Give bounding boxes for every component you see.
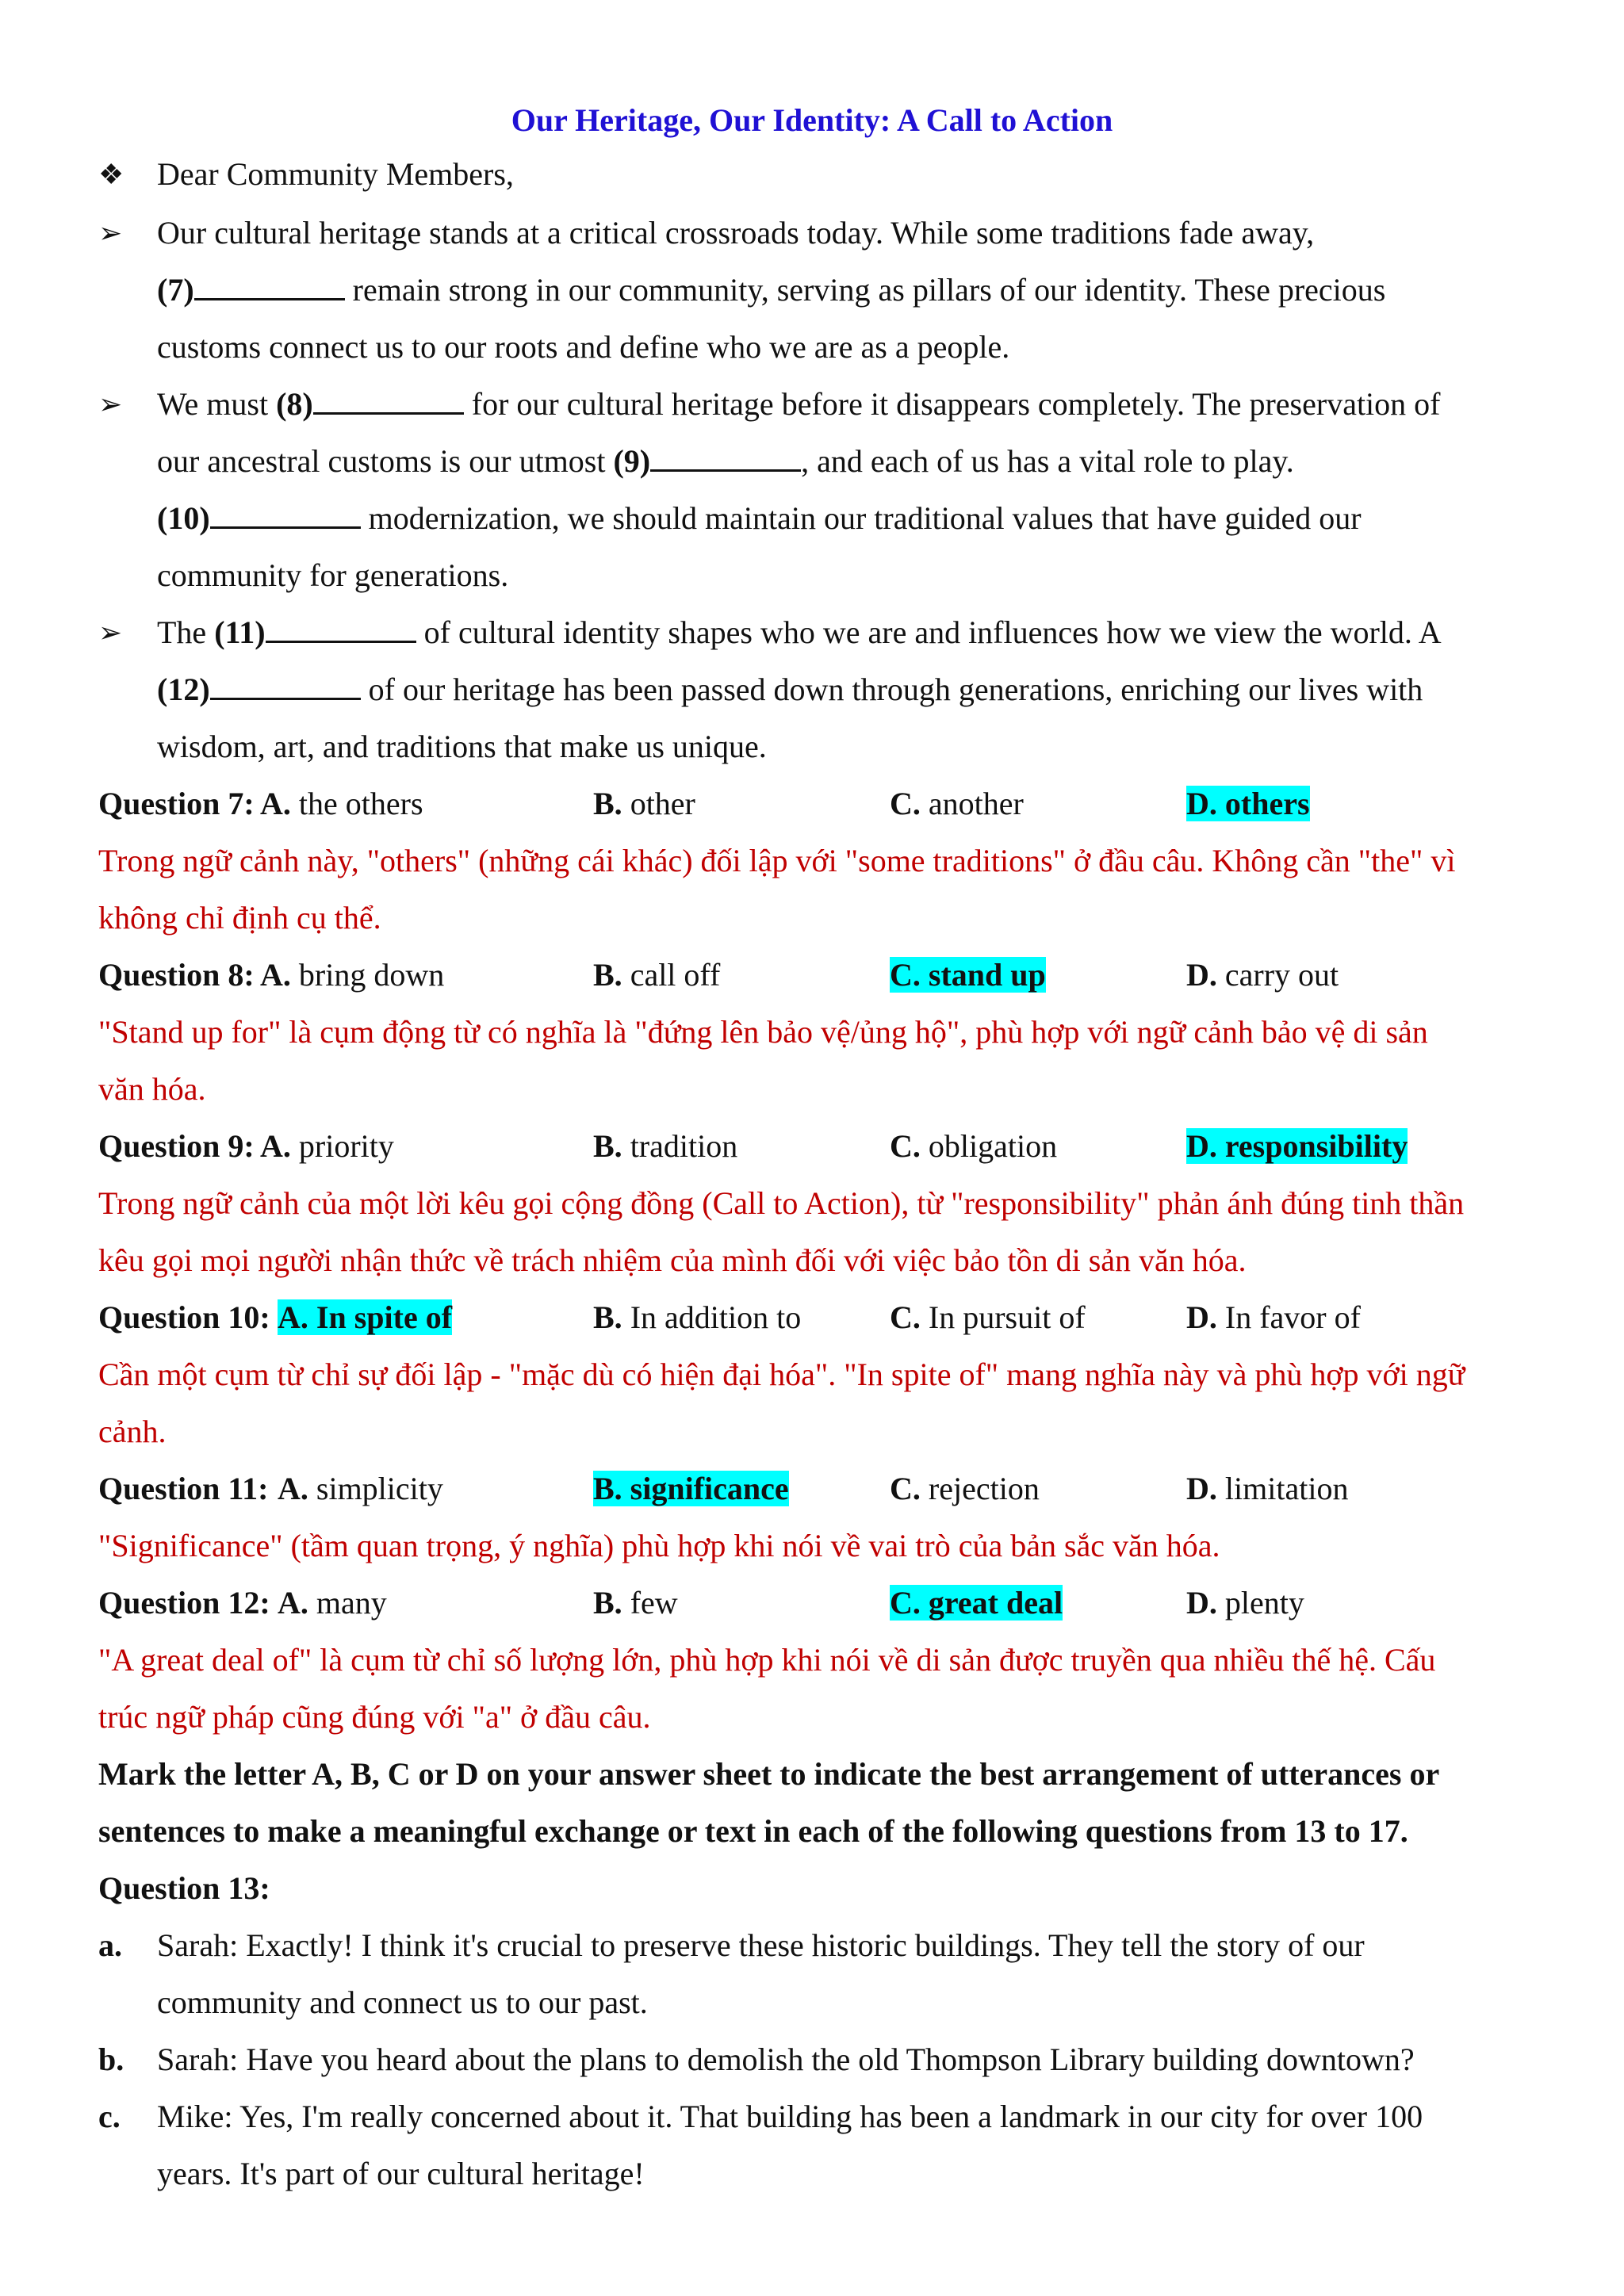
option-c-correct[interactable] xyxy=(890,1578,1063,1628)
explanation-line: không chỉ định cụ thể. xyxy=(98,900,381,936)
text-segment: modernization, we should maintain our traditional values that have guided our xyxy=(360,500,1362,536)
item-letter: c. xyxy=(98,2099,121,2134)
option-letter: B. xyxy=(593,957,622,993)
option-text: rejection xyxy=(920,1471,1040,1506)
option-text: priority xyxy=(290,1128,394,1164)
p2-line1 xyxy=(157,379,1441,430)
option-letter: D. xyxy=(1186,1299,1217,1335)
question-label: Question 10: xyxy=(98,1299,270,1335)
option-letter: A. xyxy=(278,1471,308,1506)
option-letter: B. xyxy=(593,786,622,821)
option-text: In favor of xyxy=(1216,1299,1361,1335)
explanation-line: văn hóa. xyxy=(98,1071,206,1107)
option-letter: A. xyxy=(278,1585,308,1621)
option-text: other xyxy=(622,786,695,821)
text-segment: We must xyxy=(157,386,277,422)
arrow-bullet-icon: ➢ xyxy=(98,617,123,649)
p1-line1: Our cultural heritage stands at a critical crossroads today. While some traditions fade away, xyxy=(157,215,1315,251)
option-text: another xyxy=(920,786,1024,821)
option-letter: C. xyxy=(890,786,921,821)
text-segment: of cultural identity shapes who we are and influences how we view the world. A xyxy=(416,614,1442,650)
p2-line4: community for generations. xyxy=(157,557,509,593)
option-letter: C. xyxy=(890,1471,921,1506)
item-letter: b. xyxy=(98,2042,124,2077)
option-letter: C. xyxy=(890,1299,921,1335)
text-segment: for our cultural heritage before it disappears completely. The preservation of xyxy=(463,386,1441,422)
correct-answer-highlight: C. great deal xyxy=(890,1585,1063,1621)
option-b[interactable] xyxy=(593,1121,737,1172)
dialogue-line: Mike: Yes, I'm really concerned about it. That building has been a landmark in our city for over 100 xyxy=(157,2099,1423,2134)
option-d-correct[interactable] xyxy=(1186,1121,1408,1172)
dialogue-line: Sarah: Have you heard about the plans to demolish the old Thompson Library building downtown? xyxy=(157,2042,1415,2077)
instruction-line: sentences to make a meaningful exchange or text in each of the following questions from 13 to 17. xyxy=(98,1813,1408,1849)
page-title: Our Heritage, Our Identity: A Call to Action xyxy=(511,102,1113,138)
p2-line3 xyxy=(157,493,1362,544)
text-segment: of our heritage has been passed down through generations, enriching our lives with xyxy=(360,672,1423,707)
option-d[interactable] xyxy=(1186,1464,1348,1514)
option-a[interactable] xyxy=(278,1578,387,1628)
option-a[interactable] xyxy=(260,950,444,1001)
option-b[interactable] xyxy=(593,1292,801,1343)
answer-blank xyxy=(650,444,801,472)
correct-answer-highlight: C. stand up xyxy=(890,957,1046,993)
p3-line3: wisdom, art, and traditions that make us unique. xyxy=(157,729,767,764)
answer-blank xyxy=(194,273,345,300)
option-text: the others xyxy=(290,786,423,821)
option-text: many xyxy=(308,1585,387,1621)
option-text: tradition xyxy=(622,1128,738,1164)
option-c-correct[interactable] xyxy=(890,950,1046,1001)
option-c[interactable] xyxy=(890,779,1024,829)
question-label: Question 8: xyxy=(98,957,255,993)
option-letter: B. xyxy=(593,1585,622,1621)
option-b-correct[interactable] xyxy=(593,1464,789,1514)
greeting: Dear Community Members, xyxy=(157,156,514,192)
option-letter: D. xyxy=(1186,1471,1217,1506)
arrow-bullet-icon: ➢ xyxy=(98,388,123,420)
option-letter: A. xyxy=(260,1128,291,1164)
p3-line2 xyxy=(157,664,1423,715)
explanation-line: "Stand up for" là cụm động từ có nghĩa là "đứng lên bảo vệ/ủng hộ", phù hợp với ngữ cảnh bảo vệ di sản xyxy=(98,1014,1428,1050)
p2-line2 xyxy=(157,436,1294,487)
blank-number: (8) xyxy=(276,386,313,422)
option-a-correct[interactable] xyxy=(278,1292,452,1343)
option-c[interactable] xyxy=(890,1121,1057,1172)
explanation-line: Trong ngữ cảnh của một lời kêu gọi cộng đồng (Call to Action), từ "responsibility" phản ánh đúng tinh thần xyxy=(98,1185,1465,1221)
option-c[interactable] xyxy=(890,1292,1086,1343)
explanation-line: "A great deal of" là cụm từ chỉ số lượng lớn, phù hợp khi nói về di sản được truyền qua nhiều thế hệ. Cấu xyxy=(98,1642,1436,1678)
option-text: few xyxy=(622,1585,678,1621)
answer-blank xyxy=(210,501,361,529)
correct-answer-highlight: D. responsibility xyxy=(1186,1128,1408,1164)
explanation-line: cảnh. xyxy=(98,1414,167,1449)
correct-answer-highlight: A. In spite of xyxy=(278,1299,453,1335)
question-label: Question 12: xyxy=(98,1585,270,1621)
explanation-line: Trong ngữ cảnh này, "others" (những cái khác) đối lập với "some traditions" ở đầu câu. Không cần "the" vì xyxy=(98,843,1456,878)
option-c[interactable] xyxy=(890,1464,1040,1514)
question-label: Question 7: xyxy=(98,786,255,821)
option-a[interactable] xyxy=(260,1121,394,1172)
option-text: limitation xyxy=(1216,1471,1349,1506)
diamond-bullet-icon: ❖ xyxy=(98,159,124,190)
blank-number: (9) xyxy=(613,443,651,479)
correct-answer-highlight: D. others xyxy=(1186,786,1310,821)
option-letter: A. xyxy=(260,957,291,993)
option-b[interactable] xyxy=(593,779,695,829)
answer-blank xyxy=(266,615,416,643)
dialogue-line: Sarah: Exactly! I think it's crucial to preserve these historic buildings. They tell the story of our xyxy=(157,1927,1365,1963)
explanation-line: kêu gọi mọi người nhận thức về trách nhiệm của mình đối với việc bảo tồn di sản văn hóa. xyxy=(98,1242,1247,1278)
instruction-line: Mark the letter A, B, C or D on your answer sheet to indicate the best arrangement of utterances or xyxy=(98,1756,1440,1792)
text-segment: our ancestral customs is our utmost xyxy=(157,443,614,479)
option-letter: C. xyxy=(890,1128,921,1164)
arrow-bullet-icon: ➢ xyxy=(98,217,123,249)
explanation-line: Cần một cụm từ chỉ sự đối lập - "mặc dù có hiện đại hóa". "In spite of" mang nghĩa này và phù hợp với ngữ xyxy=(98,1357,1465,1392)
item-letter: a. xyxy=(98,1927,122,1963)
option-letter: B. xyxy=(593,1299,622,1335)
blank-number: (10) xyxy=(157,500,210,536)
option-text: plenty xyxy=(1216,1585,1304,1621)
blank-number: (7) xyxy=(157,272,194,308)
option-d[interactable] xyxy=(1186,1292,1361,1343)
option-text: call off xyxy=(622,957,721,993)
correct-answer-highlight: B. significance xyxy=(593,1471,789,1506)
option-text: carry out xyxy=(1216,957,1339,993)
answer-blank xyxy=(210,672,361,700)
answer-blank xyxy=(313,387,464,415)
option-letter: A. xyxy=(260,786,291,821)
option-a[interactable] xyxy=(260,779,423,829)
text-segment: The xyxy=(157,614,215,650)
option-text: In addition to xyxy=(622,1299,802,1335)
option-text: In pursuit of xyxy=(920,1299,1086,1335)
p1-line2 xyxy=(157,265,1385,316)
option-letter: B. xyxy=(593,1128,622,1164)
text-segment: , and each of us has a vital role to play. xyxy=(801,443,1294,479)
option-text: bring down xyxy=(290,957,445,993)
option-d-correct[interactable] xyxy=(1186,779,1310,829)
option-letter: D. xyxy=(1186,1585,1217,1621)
option-text: obligation xyxy=(920,1128,1058,1164)
option-letter: D. xyxy=(1186,957,1217,993)
question-label: Question 9: xyxy=(98,1128,255,1164)
dialogue-line: years. It's part of our cultural heritage! xyxy=(157,2156,645,2191)
p3-line1 xyxy=(157,607,1442,658)
question-label: Question 13: xyxy=(98,1870,270,1906)
option-a[interactable] xyxy=(278,1464,443,1514)
p1-line3: customs connect us to our roots and define who we are as a people. xyxy=(157,329,1010,365)
question-label: Question 11: xyxy=(98,1471,269,1506)
option-b[interactable] xyxy=(593,1578,678,1628)
blank-number: (12) xyxy=(157,672,210,707)
dialogue-line: community and connect us to our past. xyxy=(157,1984,648,2020)
option-text: simplicity xyxy=(308,1471,443,1506)
option-d[interactable] xyxy=(1186,950,1339,1001)
explanation-line: trúc ngữ pháp cũng đúng với "a" ở đầu câu. xyxy=(98,1699,651,1735)
text-segment: remain strong in our community, serving as pillars of our identity. These precious xyxy=(344,272,1386,308)
option-d[interactable] xyxy=(1186,1578,1304,1628)
explanation-line: "Significance" (tầm quan trọng, ý nghĩa) phù hợp khi nói về vai trò của bản sắc văn hóa. xyxy=(98,1528,1220,1563)
blank-number: (11) xyxy=(214,614,266,650)
option-b[interactable] xyxy=(593,950,720,1001)
